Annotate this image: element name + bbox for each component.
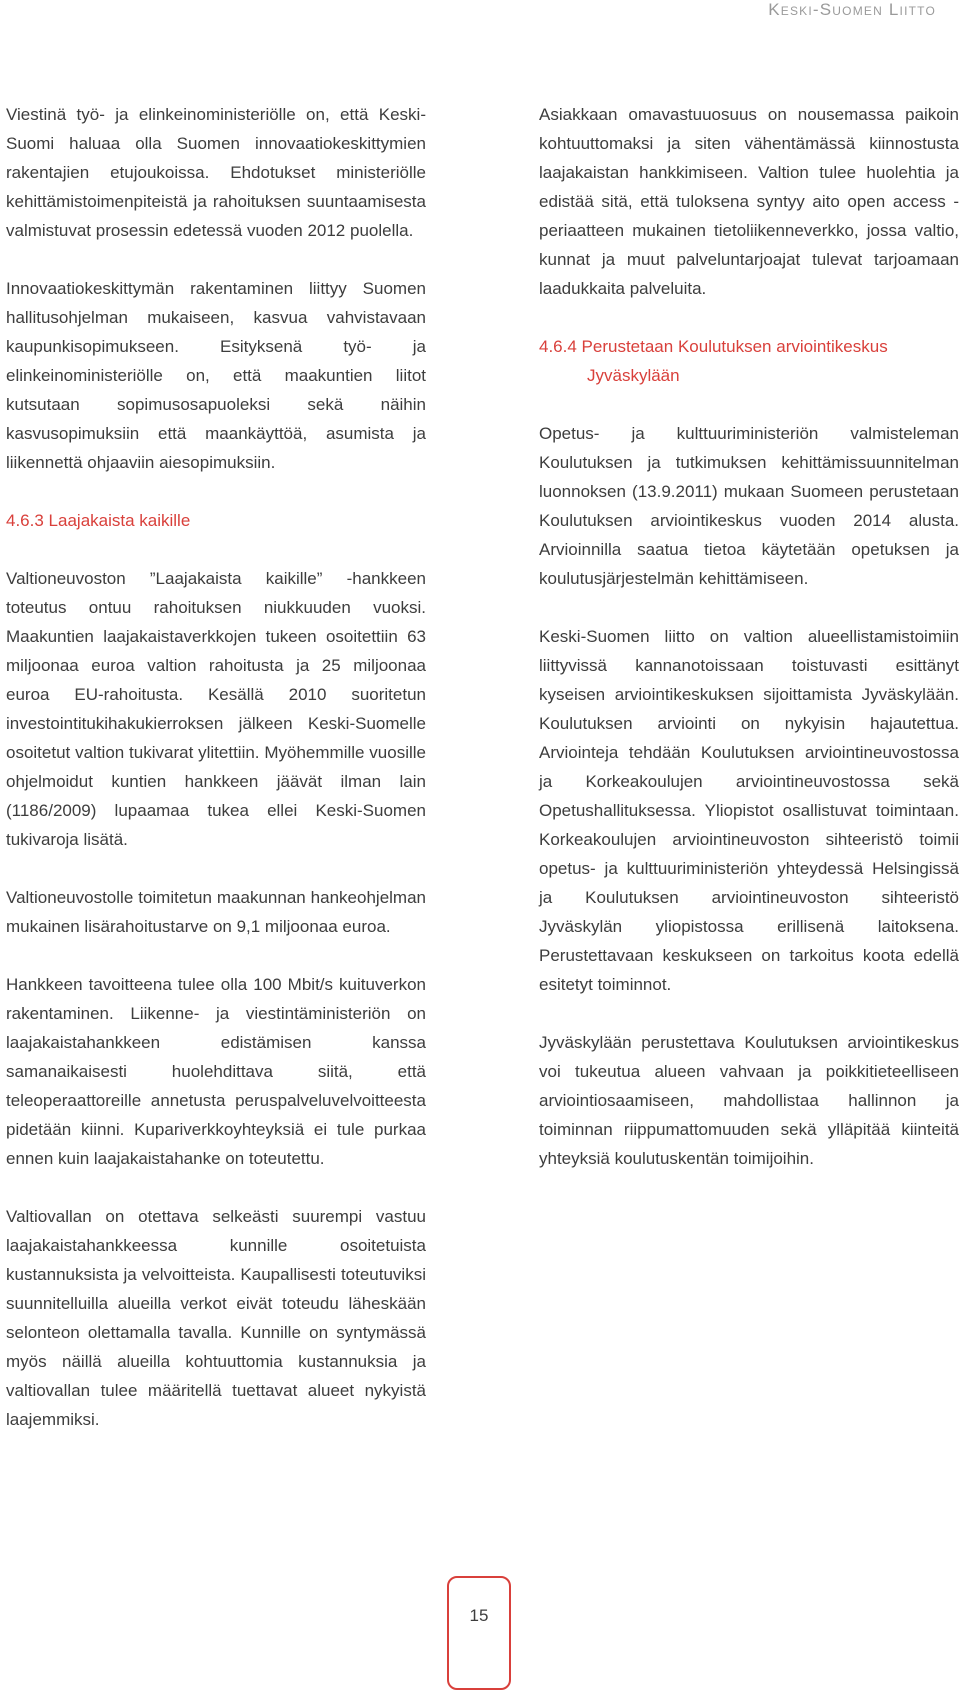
right-column (539, 100, 959, 1202)
section-heading-4-6-3 (6, 506, 426, 535)
section-number: 4.6.4 (539, 337, 577, 356)
section-title: Laajakaista kaikille (48, 511, 191, 530)
section-title-line2: Jyväskylään (587, 366, 680, 385)
section-number: 4.6.3 (6, 511, 44, 530)
paragraph: Jyväskylään perustettava Koulutuksen arviointikeskus voi tukeutua alueen vahvaan ja poikkitieteelliseen arviointiosaamiseen, mahdollistaa hallinnon ja toiminnan riippumattomuuden sekä ylläpitää kiinteitä yhteyksiä koulutuskentän toimijoihin. (539, 1033, 959, 1168)
paragraph: Asiakkaan omavastuuosuus on nousemassa paikoin kohtuuttomaksi ja siten vähentämässä kiinnostusta laajakaistan hankkimiseen. Valtion tulee huolehtia ja edistää sitä, että tuloksena syntyy aito open access -periaatteen mukainen tietoliikenneverkko, jossa valtio, kunnat ja muut palveluntarjoajat tulevat tarjoamaan laadukkaita palveluita. (539, 105, 959, 298)
paragraph: Viestinä työ- ja elinkeinoministeriölle on, että Keski-Suomi haluaa olla Suomen innovaatiokeskittymien rakentajien etujoukoissa. Ehdotukset ministeriölle kehittämistoimenpiteistä ja rahoituksen suuntaamisesta valmistuvat prosessin edetessä vuoden 2012 puolella. (6, 105, 426, 240)
paragraph: Valtioneuvostolle toimitetun maakunnan hankeohjelman mukainen lisärahoitustarve on 9,1 miljoonaa euroa. (6, 888, 426, 936)
paragraph: Valtiovallan on otettava selkeästi suurempi vastuu laajakaistahankkeessa kunnille osoitetuista kustannuksista ja velvoitteista. Kaupallisesti toteutuviksi suunnitelluilla alueilla verkot eivät toteudu läheskään selonteon olettamalla tavalla. Kunnille on syntymässä myös näillä alueilla kohtuuttomia kustannuksia ja valtiovallan tulee määritellä tuettavat alueet nykyistä laajemmiksi. (6, 1207, 426, 1429)
paragraph: Innovaatiokeskittymän rakentaminen liittyy Suomen hallitusohjelman mukaiseen, kasvua vahvistavaan kaupunkisopimukseen. Esityksenä työ- ja elinkeinoministeriölle on, että maakuntien liitot kutsutaan sopimusosapuoleksi sekä näihin kasvusopimuksiin että maankäyttöä, asumista ja liikennettä ohjaaviin aiesopimuksiin. (6, 279, 426, 472)
section-title-line1: Perustetaan Koulutuksen arviointikeskus (581, 337, 888, 356)
left-column (6, 100, 426, 1463)
paragraph: Keski-Suomen liitto on valtion alueellistamistoimiin liittyvissä kannanotoissaan toistuvasti esittänyt kyseisen arviointikeskuksen sijoittamista Jyväskylään. Koulutuksen arviointi on nykyisin hajautettua. Arviointeja tehdään Koulutuksen arviointineuvostossa ja Korkeakoulujen arviointineuvostossa sekä Opetushallituksessa. Yliopistot osallistuvat toimintaan. Korkeakoulujen arviointineuvoston sihteeristö toimii opetus- ja kulttuuriministeriön yhteydessä Helsingissä ja Koulutuksen arviointineuvoston sihteeristö Jyväskylän yliopistossa erillisenä laitoksena. Perustettavaan keskukseen on tarkoitus koota edellä esitetyt toiminnot. (539, 627, 959, 994)
section-heading-4-6-4 (539, 332, 959, 390)
paragraph: Valtioneuvoston ”Laajakaista kaikille” -hankkeen toteutus ontuu rahoituksen niukkuuden vuoksi. Maakuntien laajakaistaverkkojen tukeen osoitettiin 63 miljoonaa euroa valtion rahoitusta ja 25 miljoonaa euroa EU-rahoitusta. Kesällä 2010 suoritetun investointitukihakukierroksen jälkeen Keski-Suomelle osoitetut valtion tukivarat ylitettiin. Myöhemmille vuosille ohjelmoidut kuntien hankkeen jäävät ilman lain (1186/2009) lupaamaa tukea ellei Keski-Suomen tukivaroja lisätä. (6, 569, 426, 849)
page-number-tab (447, 1576, 511, 1690)
page-number: 15 (469, 1606, 489, 1625)
paragraph: Opetus- ja kulttuuriministeriön valmisteleman Koulutuksen ja tutkimuksen kehittämissuunnitelman luonnoksen (13.9.2011) mukaan Suomeen perustetaan Koulutuksen arviointikeskus vuoden 2014 alusta. Arvioinnilla saatua tietoa käytetään opetuksen ja koulutusjärjestelmän kehittämiseen. (539, 424, 959, 588)
running-header: Keski-Suomen Liitto (768, 0, 936, 19)
paragraph: Hankkeen tavoitteena tulee olla 100 Mbit/s kuituverkon rakentaminen. Liikenne- ja viestintäministeriön on laajakaistahankkeen edistämisen kanssa samanaikaisesti huolehdittava siitä, että teleoperaattoreille annetusta peruspalveluvelvoitteesta pidetään kiinni. Kupariverkkoyhteyksiä ei tule purkaa ennen kuin laajakaistahanke on toteutettu. (6, 975, 426, 1168)
